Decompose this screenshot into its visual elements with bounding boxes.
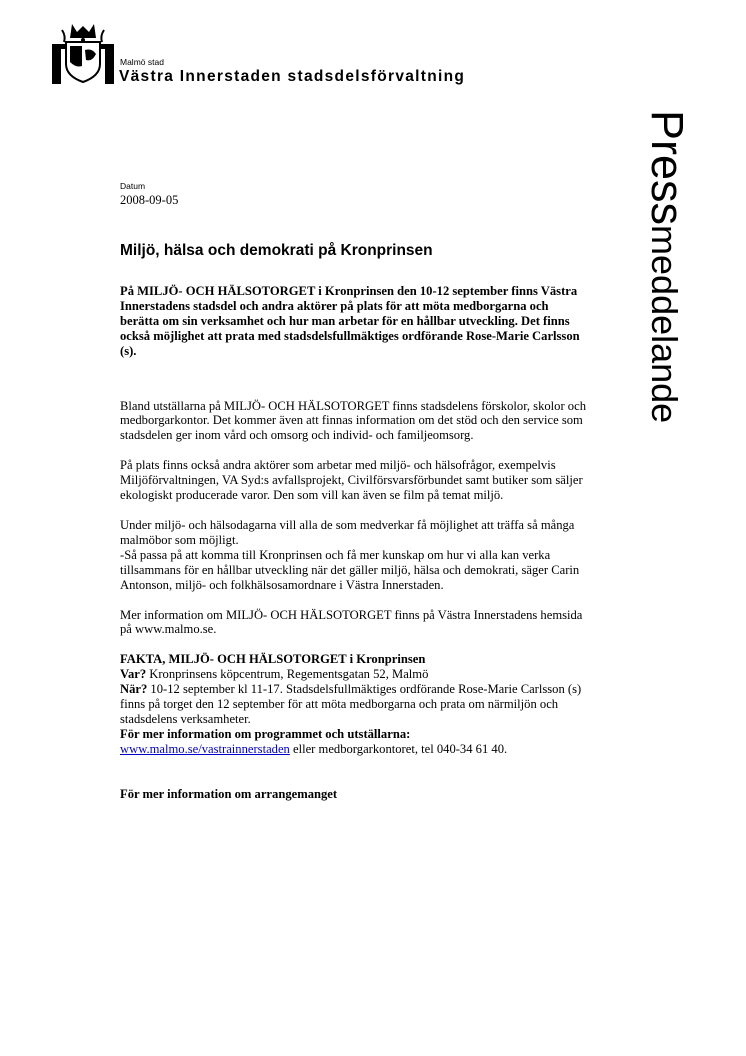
quote-paragraph: -Så passa på att komma till Kronprinsen och få mer kunskap om hur vi alla kan verka tillsammans för en hållbar utveckling när det gäller miljö, hälsa och demokrati, säger Carin Antonson, miljö- och folkhälsosamordnare i Västra Innerstaden. <box>120 547 580 592</box>
date-label: Datum <box>120 181 146 191</box>
pressmeddelande-vertical-title <box>628 108 708 548</box>
body-paragraph: Mer information om MILJÖ- OCH HÄLSOTORGET finns på Västra Innerstadens hemsida på www.malmo.se. <box>120 607 583 637</box>
svg-text:Pressmeddelande <box>642 110 693 423</box>
facts-when-text: 10-12 september kl 11-17. Stadsdelsfullmäktiges ordförande Rose-Marie Carlsson (s) finns på torget den 12 september för att möta medborgarna och prata om närmiljön och stadsdelens verksamheter. <box>120 682 582 726</box>
facts-when-label: När? <box>120 682 148 697</box>
facts-where <box>120 667 590 682</box>
organization-name: Västra Innerstaden stadsdelsförvaltning <box>119 68 466 85</box>
facts-where-label: Var? <box>120 667 147 682</box>
ingress-paragraph: På MILJÖ- OCH HÄLSOTORGET i Kronprinsen den 10-12 september finns Västra Innerstadens stadsdel och andra aktörer på plats för att möta medborgarna och berätta om sin verksamhet och hur man arbetar för en hållbar utveckling. Det finns också möjlighet att prata med stadsdelsfullmäktiges ordförande Rose-Marie Carlsson (s). <box>120 284 580 358</box>
body-paragraph: Under miljö- och hälsodagarna vill alla de som medverkar få möjlighet att träffa så många malmöbor som möjligt. <box>120 517 575 547</box>
contact-text: eller medborgarkontoret, tel 040-34 61 40. <box>289 741 508 756</box>
final-info-line: För mer information om arrangemanget <box>120 786 338 801</box>
side-title-meddelande: meddelande <box>644 225 685 424</box>
page-title: Miljö, hälsa och demokrati på Kronprinsen <box>120 242 433 259</box>
facts-when <box>120 682 590 727</box>
facts-contact <box>120 742 590 757</box>
malmo-coat-of-arms-logo <box>52 22 114 84</box>
body-paragraph: På plats finns också andra aktörer som arbetar med miljö- och hälsofrågor, exempelvis Miljöförvaltningen, VA Syd:s avfallsprojekt, Civilförsvarsförbundet samt butiker som säljer ekologiskt producerade varor. Den som vill kan även se film på temat miljö. <box>120 458 583 503</box>
facts-where-text: Kronprinsens köpcentrum, Regementsgatan 52, Malmö <box>146 667 429 682</box>
facts-more-label: För mer information om programmet och utställarna: <box>120 726 411 741</box>
press-release-body <box>120 284 590 802</box>
date-value: 2008-09-05 <box>120 193 179 207</box>
body-paragraph: Bland utställarna på MILJÖ- OCH HÄLSOTORGET finns stadsdelens förskolor, skolor och medborgarkontor. Det kommer även att finnas information om det stöd och den service som stadsdelen ger inom vård och omsorg och individ- och familjeomsorg. <box>120 398 586 443</box>
side-title-press: Press <box>642 110 693 226</box>
website-link[interactable]: www.malmo.se/vastrainnerstaden <box>120 741 290 756</box>
organization-city: Malmö stad <box>120 57 164 67</box>
facts-title: FAKTA, MILJÖ- OCH HÄLSOTORGET i Kronprinsen <box>120 652 426 667</box>
